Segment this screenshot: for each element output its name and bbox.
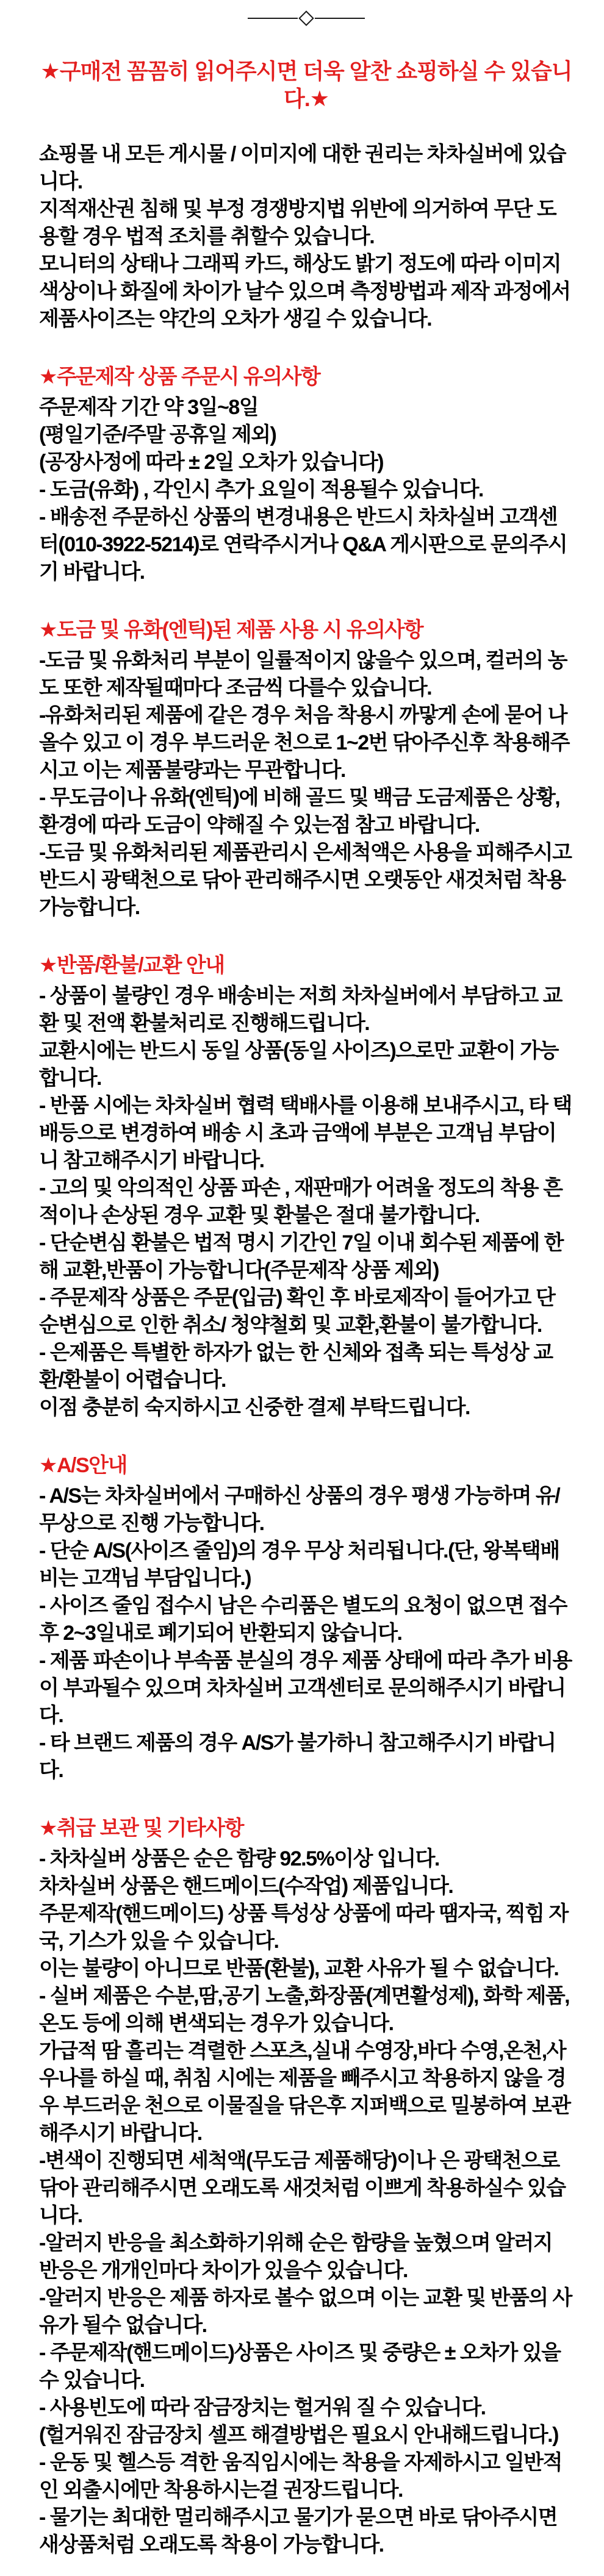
notice-paragraph: - 차차실버 상품은 순은 함량 92.5%이상 입니다. xyxy=(39,1847,439,1870)
notice-paragraph: 모니터의 상태나 그래픽 카드, 해상도 밝기 정도에 따라 이미지 색상이나 화질에 차이가 날수 있으며 측정방법과 제작 과정에서 제품사이즈는 약간의 오차가 생길 수 있습니다. xyxy=(39,252,570,331)
notice-paragraph: - 은제품은 특별한 하자가 없는 한 신체와 접촉 되는 특성상 교환/환불이 어렵습니다. xyxy=(39,1341,553,1392)
notice-paragraph: 주문제작 기간 약 3일~8일 xyxy=(39,396,259,419)
notice-paragraph: 가급적 땀 흘리는 격렬한 스포츠,실내 수영장,바다 수영,온천,사우나를 하실 때, 취침 시에는 제품을 빼주시고 착용하지 않을 경우 부드러운 천으로 이물질을 닦은후 지퍼백으로 밀봉하여 보관해주시기 바랍니다. xyxy=(39,2039,570,2145)
section-handling-storage xyxy=(39,1815,573,2559)
section-heading: ★주문제작 상품 주문시 유의사항 xyxy=(39,365,320,388)
notice-paragraph: 쇼핑몰 내 모든 게시물 / 이미지에 대한 권리는 차차실버에 있습니다. xyxy=(39,143,566,193)
notice-paragraph: - 주문제작(핸드메이드)상품은 사이즈 및 중량은 ± 오차가 있을 수 있습니다. xyxy=(39,2341,561,2392)
section-heading: ★취급 보관 및 기타사항 xyxy=(39,1817,243,1840)
notice-paragraph: -변색이 진행되면 세척액(무도금 제품해당)이나 은 광택천으로 닦아 관리해주시면 오래도록 새것처럼 이쁘게 착용하실수 있습니다. xyxy=(39,2149,566,2227)
section-as-guide xyxy=(39,1452,573,1784)
notice-paragraph: - 상품이 불량인 경우 배송비는 저희 차차실버에서 부담하고 교환 및 전액 환불처리로 진행해드립니다. xyxy=(39,984,562,1035)
section-plated-product-care xyxy=(39,617,573,921)
intro-section xyxy=(39,141,573,333)
notice-paragraph: -알러지 반응은 제품 하자로 볼수 없으며 이는 교환 및 반품의 사유가 될수 없습니다. xyxy=(39,2286,572,2337)
notice-paragraph: - 물기는 최대한 멀리해주시고 물기가 묻으면 바로 닦아주시면 새상품처럼 오래도록 착용이 가능합니다. xyxy=(39,2506,558,2556)
notice-paragraph: 교환시에는 반드시 동일 상품(동일 사이즈)으로만 교환이 가능합니다. xyxy=(39,1039,558,1090)
notice-paragraph: (헐거워진 잠금장치 셀프 해결방법은 필요시 안내해드립니다.) xyxy=(39,2424,558,2447)
section-return-refund-exchange xyxy=(39,952,573,1422)
notice-paragraph: - 단순 A/S(사이즈 줄임)의 경우 무상 처리됩니다.(단, 왕복택배비는 고객님 부담입니다.) xyxy=(39,1539,559,1590)
divider-line xyxy=(248,18,298,19)
notice-paragraph: - 반품 시에는 차차실버 협력 택배사를 이용해 보내주시고, 타 택배등으로 변경하여 배송 시 초과 금액에 부분은 고객님 부담이니 참고해주시기 바랍니다. xyxy=(39,1094,572,1172)
diamond-divider xyxy=(245,10,367,27)
notice-paragraph: (평일기준/주말 공휴일 제외) xyxy=(39,423,276,446)
notice-title: ★구매전 꼼꼼히 읽어주시면 더욱 알찬 쇼핑하실 수 있습니다.★ xyxy=(40,59,572,111)
section-custom-order-notice xyxy=(39,363,573,586)
section-heading: ★도금 및 유화(엔틱)된 제품 사용 시 유의사항 xyxy=(39,618,423,642)
notice-paragraph: - 주문제작 상품은 주문(입금) 확인 후 바로제작이 들어가고 단순변심으로 인한 취소/ 청약철회 및 교환,환불이 불가합니다. xyxy=(39,1286,555,1337)
notice-paragraph: - 타 브랜드 제품의 경우 A/S가 불가하니 참고해주시기 바랍니다. xyxy=(39,1731,556,1782)
notice-paragraph: -유화처리된 제품에 같은 경우 처음 착용시 까맣게 손에 묻어 나올수 있고 이 경우 부드러운 천으로 1~2번 닦아주신후 착용해주시고 이는 제품불량과는 무관합니다. xyxy=(39,704,569,782)
notice-paragraph: (공장사정에 따라 ± 2일 오차가 있습니다) xyxy=(39,451,384,474)
notice-paragraph: - 사이즈 줄임 접수시 남은 수리품은 별도의 요청이 없으면 접수후 2~3일내로 폐기되어 반환되지 않습니다. xyxy=(39,1594,567,1645)
notice-paragraph: 이는 불량이 아니므로 반품(환불), 교환 사유가 될 수 없습니다. xyxy=(39,1957,559,1980)
notice-paragraph: -도금 및 유화처리 부분이 일률적이지 않을수 있으며, 컬러의 농도 또한 제작될때마다 조금씩 다를수 있습니다. xyxy=(39,649,567,699)
notice-paragraph: - 무도금이나 유화(엔틱)에 비해 골드 및 백금 도금제품은 상황,환경에 따라 도금이 약해질 수 있는점 참고 바랍니다. xyxy=(39,786,560,837)
notice-paragraph: 주문제작(핸드메이드) 상품 특성상 상품에 따라 땜자국, 찍힘 자국, 기스가 있을 수 있습니다. xyxy=(39,1902,568,1953)
diamond-icon xyxy=(298,10,314,26)
notice-paragraph: - 실버 제품은 수분,땀,공기 노출,화장품(계면활성제), 화학 제품, 온도 등에 의해 변색되는 경우가 있습니다. xyxy=(39,1984,570,2035)
divider-line xyxy=(315,18,365,19)
notice-paragraph: - 단순변심 환불은 법적 명시 기간인 7일 이내 회수된 제품에 한해 교환,반품이 가능합니다(주문제작 상품 제외) xyxy=(39,1231,563,1282)
notice-paragraph: - 배송전 주문하신 상품의 변경내용은 반드시 차차실버 고객센터(010-3922-5214)로 연락주시거나 Q&A 게시판으로 문의주시기 바랍니다. xyxy=(39,506,567,584)
notice-paragraph: - A/S는 차차실버에서 구매하신 상품의 경우 평생 가능하며 유/무상으로 진행 가능합니다. xyxy=(39,1484,560,1535)
notice-paragraph: - 사용빈도에 따라 잠금장치는 헐거워 질 수 있습니다. xyxy=(39,2396,486,2419)
notice-paragraph: - 제품 파손이나 부속품 분실의 경우 제품 상태에 따라 추가 비용이 부과될수 있으며 차차실버 고객센터로 문의해주시기 바랍니다. xyxy=(39,1649,572,1727)
notice-paragraph: - 고의 및 악의적인 상품 파손 , 재판매가 어려울 정도의 착용 흔적이나 손상된 경우 교환 및 환불은 절대 불가합니다. xyxy=(39,1176,563,1227)
notice-paragraph: - 도금(유화) , 각인시 추가 요일이 적용될수 있습니다. xyxy=(39,478,483,501)
section-heading: ★반품/환불/교환 안내 xyxy=(39,954,225,977)
notice-paragraph: - 운동 및 헬스등 격한 움직임시에는 착용을 자제하시고 일반적인 외출시에만 착용하시는걸 권장드립니다. xyxy=(39,2451,562,2502)
notice-paragraph: -도금 및 유화처리된 제품관리시 은세척액은 사용을 피해주시고 반드시 광택천으로 닦아 관리해주시면 오랫동안 새것처럼 착용가능합니다. xyxy=(39,841,572,919)
closing-note: 이점 충분히 숙지하시고 신중한 결제 부탁드립니다. xyxy=(39,1396,470,1419)
notice-paragraph: 차차실버 상품은 핸드메이드(수작업) 제품입니다. xyxy=(39,1875,453,1898)
notice-paragraph: 지적재산권 침해 및 부정 경쟁방지법 위반에 의거하여 무단 도용할 경우 법적 조치를 취할수 있습니다. xyxy=(39,198,556,248)
section-heading: ★A/S안내 xyxy=(39,1454,127,1477)
notice-paragraph: -알러지 반응을 최소화하기위해 순은 함량을 높혔으며 알러지 반응은 개개인마다 차이가 있을수 있습니다. xyxy=(39,2231,553,2282)
